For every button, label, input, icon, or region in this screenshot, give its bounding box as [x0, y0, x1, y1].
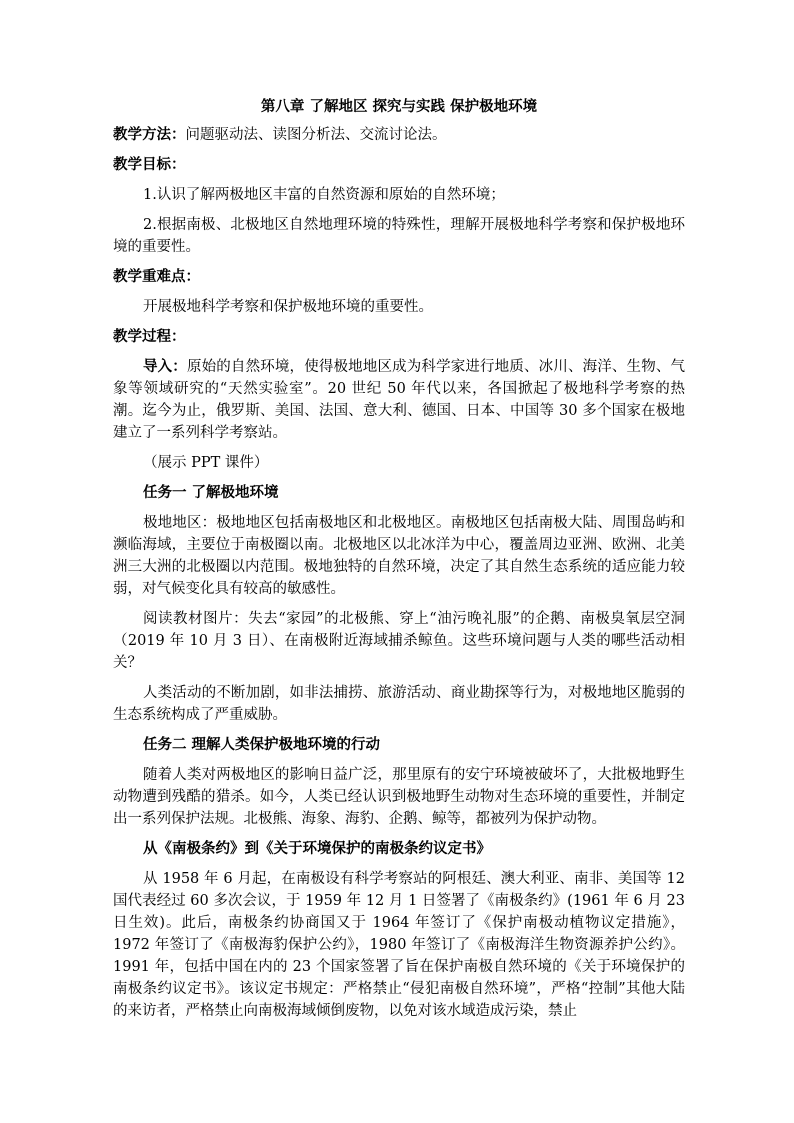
teaching-method-label: 教学方法： — [113, 126, 186, 143]
teaching-process-label: 教学过程： — [113, 328, 186, 345]
task1-heading: 任务一 了解极地环境 — [143, 484, 279, 501]
document-title: 第八章 了解地区 探究与实践 保护极地环境 — [260, 98, 538, 115]
ppt-note: （展示 PPT 课件） — [143, 455, 269, 471]
teaching-objectives-label: 教学目标： — [113, 156, 186, 173]
task2-heading: 任务二 理解人类保护极地环境的行动 — [143, 736, 381, 753]
task1-paragraph-3: 人类活动的不断加剧，如非法捕捞、旅游活动、商业勘探等行为，对极地地区脆弱的生态系统构成了严重威胁。 — [113, 685, 685, 723]
teaching-method — [113, 124, 685, 146]
objective-item-1: 1.认识了解两极地区丰富的自然资源和原始的自然环境； — [143, 187, 505, 203]
teaching-method-text: 问题驱动法、读图分析法、交流讨论法。 — [185, 127, 447, 143]
treaty-sub-heading: 从《南极条约》到《关于环境保护的南极条约议定书》 — [143, 840, 491, 857]
document-page — [113, 96, 685, 1030]
key-points-text: 开展极地科学考察和保护极地环境的重要性。 — [143, 299, 433, 315]
intro-label: 导入： — [143, 358, 187, 375]
task1-paragraph-1: 极地地区：极地地区包括南极地区和北极地区。南极地区包括南极大陆、周围岛屿和濒临海域，主要位于南极圈以南。北极地区以北冰洋为中心，覆盖周边亚洲、欧洲、北美洲三大洲的北极圈以内范围。极地独特的自然环境，决定了其自然生态系统的适应能力较弱，对气候变化具有较高的敏感性。 — [113, 515, 685, 597]
task2-paragraph-1: 随着人类对两极地区的影响日益广泛，那里原有的安宁环境被破坏了，大批极地野生动物遭到残酷的猎杀。如今，人类已经认识到极地野生动物对生态环境的重要性，并制定出一系列保护法规。北极熊、海象、海豹、企鹅、鲸等，都被列为保护动物。 — [113, 767, 685, 827]
task1-paragraph-2: 阅读教材图片：失去“家园”的北极熊、穿上“油污晚礼服”的企鹅、南极臭氧层空洞（2019 年 10 月 3 日）、在南极附近海域捕杀鲸鱼。这些环境问题与人类的哪些活动相关？ — [113, 611, 685, 671]
intro-text: 原始的自然环境，使得极地地区成为科学家进行地质、冰川、海洋、生物、气象等领域研究的“天然实验室”。20 世纪 50 年代以来，各国掀起了极地科学考察的热潮。迄今为止，俄罗斯、美国、法国、意大利、德国、日本、中国等 30 多个国家在极地建立了一系列科学考察站。 — [113, 359, 686, 441]
objective-item-2: 2.根据南极、北极地区自然地理环境的特殊性，理解开展极地科学考察和保护极地环境的重要性。 — [113, 217, 685, 255]
intro-paragraph — [113, 356, 685, 444]
task2-paragraph-2: 从 1958 年 6 月起，在南极设有科学考察站的阿根廷、澳大利亚、南非、美国等 12 国代表经过 60 多次会议，于 1959 年 12 月 1 日签署了《南极条约》(1961 年 6 月 23 日生效)。此后，南极条约协商国又于 1964 年签订了《保护南极动植物议定措施》，1972 年签订了《南极海豹保护公约》，1980 年签订了《南极海洋生物资源养护公约》。1991 年，包括中国在内的 23 个国家签署了旨在保护南极自然环境的《关于环境保护的南极条约议定书》。该议定书规定：严格禁止“侵犯南极自然环境”，严格“控制”其他大陆的来访者，严格禁止向南极海域倾倒废物，以免对该水域造成污染，禁止 — [113, 871, 685, 1019]
key-points-label: 教学重难点： — [113, 268, 200, 285]
